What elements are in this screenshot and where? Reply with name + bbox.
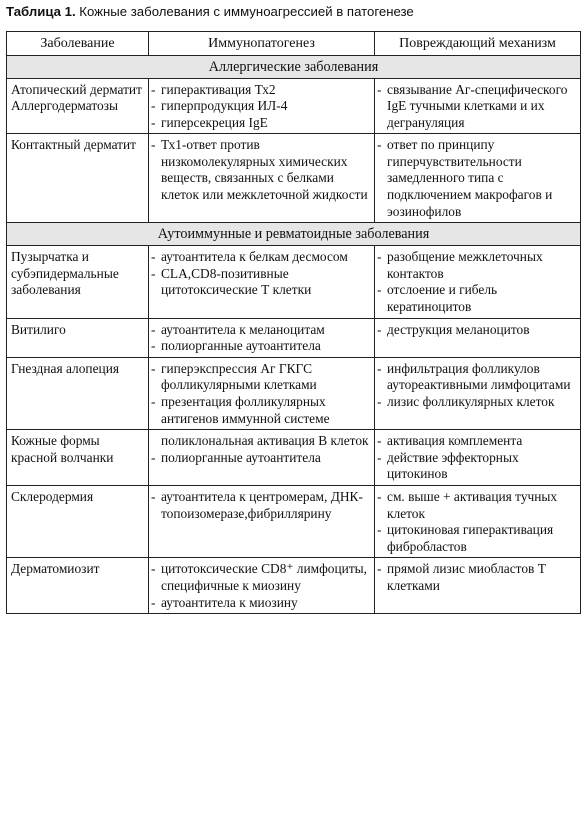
header-pathogenesis: Иммунопатогенез — [149, 32, 375, 56]
table-body — [7, 55, 581, 614]
table-caption — [6, 3, 582, 20]
list-item — [151, 98, 372, 115]
disease-cell: Склеродермия — [7, 485, 149, 557]
mechanism-cell — [375, 246, 581, 318]
dash-bullet: - — [377, 81, 382, 97]
list-item — [151, 137, 372, 203]
item-text: активация комплемента — [387, 433, 523, 449]
item-text: гиперактивация Тх2 — [161, 81, 276, 97]
disease-cell: Пузырчатка и субэпидермальные заболевания — [7, 246, 149, 318]
dash-bullet: - — [151, 338, 156, 354]
list-item — [377, 394, 578, 411]
item-text: полиорганные аутоантитела — [161, 338, 321, 354]
header-disease: Заболевание — [7, 32, 149, 56]
dash-bullet: - — [151, 81, 156, 97]
list-item — [377, 361, 578, 394]
dash-bullet: - — [151, 449, 156, 465]
list-item — [377, 322, 578, 339]
list-item — [377, 522, 578, 555]
pathogenesis-cell — [149, 430, 375, 486]
item-text: аутоантитела к центромерам, ДНК-топоизомеразе,фибриллярину — [161, 488, 363, 521]
dash-bullet: - — [377, 522, 382, 538]
list-item — [151, 115, 372, 132]
item-text: Тх1-ответ против низкомолекулярных химических веществ, связанных с белками клеток или межклеточной жидкости — [161, 137, 368, 203]
section-title: Аутоиммунные и ревматоидные заболевания — [7, 223, 581, 246]
caption-text: Кожные заболевания с иммуноагрессией в патогенезе — [75, 4, 414, 19]
disease-cell: Дерматомиозит — [7, 558, 149, 614]
list-item — [151, 361, 372, 394]
list-item — [151, 489, 372, 522]
dash-bullet: - — [377, 561, 382, 577]
disease-cell: Кожные формы красной волчанки — [7, 430, 149, 486]
table-row — [7, 318, 581, 357]
pathogenesis-cell — [149, 78, 375, 134]
caption-label: Таблица 1. — [6, 4, 76, 19]
dash-bullet — [151, 433, 161, 450]
item-text: ответ по принципу гиперчувствительности замедленного типа с подключением макрофагов и эозинофилов — [387, 137, 553, 219]
item-text: см. выше + активация тучных клеток — [387, 488, 558, 521]
item-text: CLA,CD8-позитивные цитотоксические Т клетки — [161, 265, 312, 298]
dash-bullet: - — [377, 449, 382, 465]
section-row — [7, 223, 581, 246]
list-item — [151, 322, 372, 339]
dash-bullet: - — [151, 488, 156, 504]
dash-bullet: - — [377, 249, 382, 265]
dash-bullet: - — [151, 98, 156, 114]
list-item — [151, 338, 372, 355]
dash-bullet: - — [151, 321, 156, 337]
disease-cell: Гнездная алопеция — [7, 357, 149, 429]
dash-bullet: - — [377, 282, 382, 298]
dash-bullet: - — [377, 360, 382, 376]
pathogenesis-cell — [149, 357, 375, 429]
list-item — [377, 489, 578, 522]
item-text: аутоантитела к миозину — [161, 594, 298, 610]
dash-bullet: - — [151, 249, 156, 265]
dash-bullet: - — [377, 321, 382, 337]
mechanism-cell — [375, 318, 581, 357]
item-text: аутоантитела к белкам десмосом — [161, 249, 348, 265]
pathogenesis-cell — [149, 318, 375, 357]
item-text: поликлональная активация В клеток — [161, 433, 369, 449]
list-item — [377, 282, 578, 315]
item-text: разобщение межклеточных контактов — [387, 249, 543, 281]
table-row — [7, 357, 581, 429]
header-mechanism: Повреждающий механизм — [375, 32, 581, 56]
dash-bullet: - — [151, 394, 156, 409]
table-row — [7, 558, 581, 614]
disease-table — [6, 31, 581, 614]
pathogenesis-cell — [149, 134, 375, 223]
item-text: цитокиновая гиперактивация фибробластов — [387, 522, 554, 554]
section-row — [7, 55, 581, 78]
item-text: инфильтрация фолликулов аутореактивными лимфоцитами — [387, 360, 571, 393]
dash-bullet: - — [377, 433, 382, 449]
list-item — [377, 561, 578, 594]
list-item — [377, 450, 578, 483]
mechanism-cell — [375, 134, 581, 223]
list-item — [151, 82, 372, 99]
item-text: лизис фолликулярных клеток — [387, 394, 555, 409]
dash-bullet: - — [151, 114, 156, 130]
section-title: Аллергические заболевания — [7, 55, 581, 78]
table-header-row — [7, 32, 581, 56]
mechanism-cell — [375, 357, 581, 429]
dash-bullet: - — [377, 488, 382, 504]
item-text: гиперсекреция IgE — [161, 114, 268, 130]
pathogenesis-cell — [149, 485, 375, 557]
mechanism-cell — [375, 558, 581, 614]
list-item — [377, 82, 578, 132]
disease-cell: Контактный дерматит — [7, 134, 149, 223]
list-item — [377, 137, 578, 220]
item-text: презентация фолликулярных антигенов иммунной системе — [161, 394, 330, 426]
list-item — [151, 266, 372, 299]
item-text: отслоение и гибель кератиноцитов — [387, 282, 498, 315]
list-item — [151, 595, 372, 612]
dash-bullet: - — [151, 360, 156, 376]
item-text: полиорганные аутоантитела — [161, 449, 321, 465]
table-row — [7, 485, 581, 557]
dash-bullet: - — [151, 561, 156, 577]
list-item — [151, 249, 372, 266]
list-item — [151, 450, 372, 467]
list-item — [151, 394, 372, 427]
mechanism-cell — [375, 78, 581, 134]
table-row — [7, 134, 581, 223]
list-item — [377, 433, 578, 450]
dash-bullet: - — [151, 265, 156, 281]
list-item — [377, 249, 578, 282]
dash-bullet: - — [151, 594, 156, 610]
table-row — [7, 78, 581, 134]
dash-bullet: - — [377, 137, 382, 153]
list-item — [151, 561, 372, 594]
dash-bullet: - — [151, 137, 156, 153]
dash-bullet: - — [377, 394, 382, 409]
item-text: гиперэкспрессия Аг ГКГС фолликулярными клетками — [161, 360, 317, 393]
item-text: гиперпродукция ИЛ-4 — [161, 98, 288, 114]
pathogenesis-cell — [149, 246, 375, 318]
pathogenesis-cell — [149, 558, 375, 614]
item-text: прямой лизис миобластов Т клетками — [387, 561, 546, 593]
item-text: действие эффекторных цитокинов — [387, 449, 519, 482]
mechanism-cell — [375, 430, 581, 486]
disease-cell: Атопический дерматит Аллергодерматозы — [7, 78, 149, 134]
item-text: цитотоксические CD8⁺ лимфоциты, специфичные к миозину — [161, 561, 368, 593]
item-text: деструкция меланоцитов — [387, 321, 530, 337]
table-row — [7, 246, 581, 318]
disease-cell: Витилиго — [7, 318, 149, 357]
table-row — [7, 430, 581, 486]
item-text: аутоантитела к меланоцитам — [161, 321, 325, 337]
item-text: связывание Аг-специфического IgE тучными клетками и их дегрануляция — [387, 81, 568, 130]
list-item — [151, 433, 372, 450]
mechanism-cell — [375, 485, 581, 557]
